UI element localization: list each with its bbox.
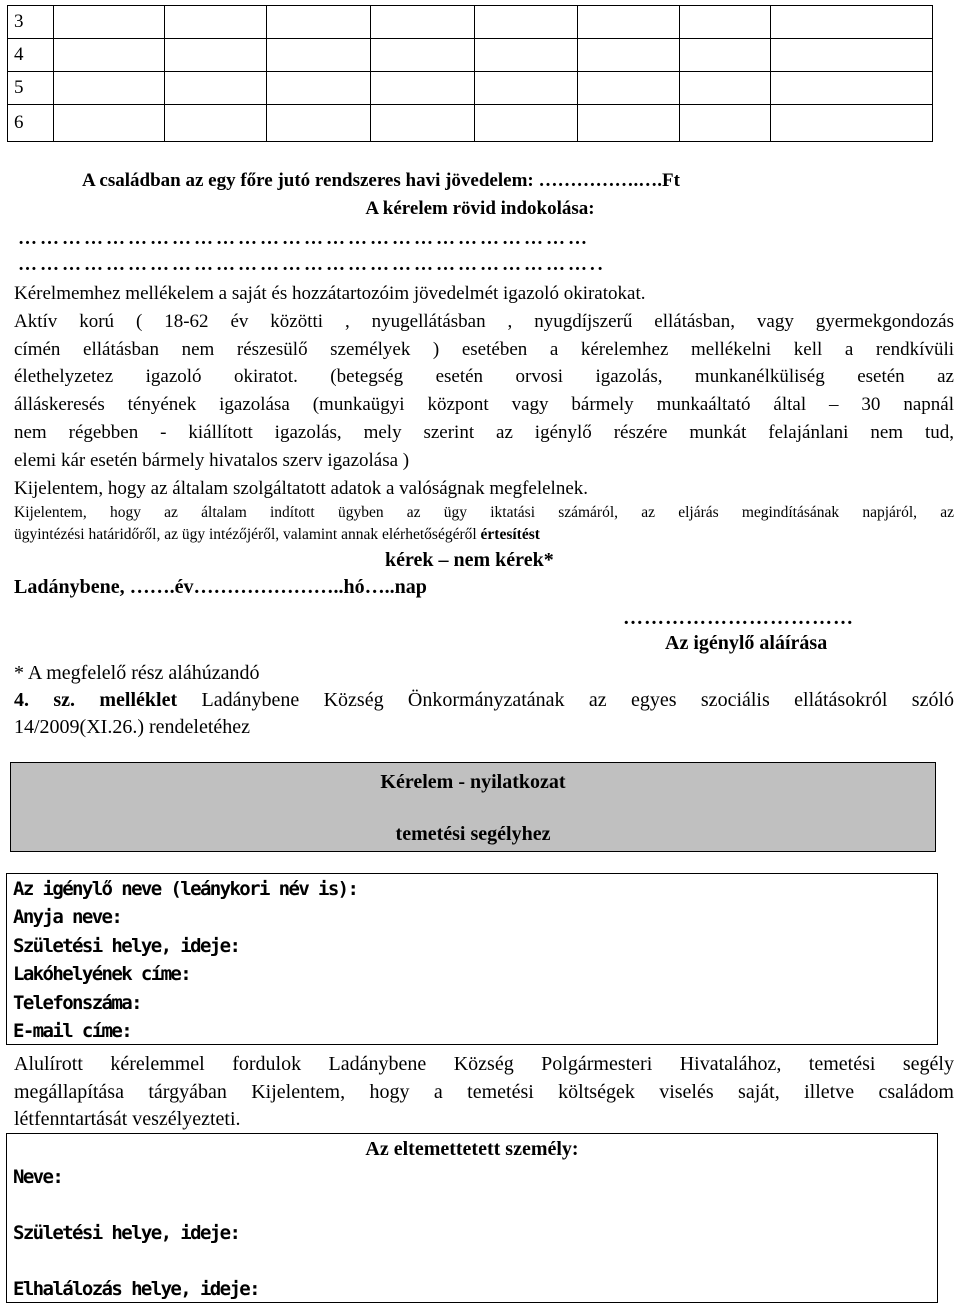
form-title: Kérelem - nyilatkozat [380,771,566,793]
para1-line: címén ellátásban nem részesülő személyek ) esetében a kérelemhez mellékelni kell a rendkívüli [14,339,954,360]
address-field[interactable]: Lakóhelyének címe: [13,963,191,985]
table-row [8,6,933,39]
signature-label: Az igénylő aláírása [665,632,828,654]
annex-line1: 4. sz. melléklet Ladánybene Község Önkormányzatának az egyes szociális ellátásokról szóló [14,689,955,711]
signature-dots[interactable]: …………………………… [623,607,854,629]
applicant-name-field[interactable]: Az igénylő neve (leánykori név is): [13,878,358,900]
row-number: 6 [8,105,54,142]
request-choice[interactable]: kérek – nem kérek* [385,549,554,571]
deceased-details-box [6,1133,938,1303]
birth-place-date-field[interactable]: Születési helye, ideje: [13,935,240,957]
para1-line: elemi kár esetén bármely hivatalos szerv igazolása ) [14,450,410,471]
para1-line: álláskeresés tényének igazolása (munkaügyi központ vagy bármely munkaáltató által – 30 napnál [14,394,954,415]
income-line: A családban az egy főre jutó rendszeres havi jövedelem: …………….….Ft [82,170,680,191]
table-row [8,105,933,142]
form-subtitle: temetési segélyhez [395,823,551,845]
para2-line: létfenntartását veszélyezteti. [14,1108,241,1130]
mother-name-field[interactable]: Anyja neve: [13,906,122,928]
row-number: 5 [8,72,54,105]
declaration-truth: Kijelentem, hogy az általam szolgáltatott adatok a valóságnak megfelelnek. [14,478,589,499]
para2-line: megállapítása tárgyában Kijelentem, hogy a temetési költségek viselés saját, illetve családom [14,1081,954,1103]
deceased-heading: Az eltemettetett személy: [365,1138,579,1160]
attachment-note: Kérelmemhez mellékelem a saját és hozzátartozóim jövedelmét igazoló okiratokat. [14,283,646,304]
notification-word: értesítést [480,526,540,543]
table-row [8,72,933,105]
dots-line-1[interactable]: …………………………………………………………………… [18,228,590,249]
email-field[interactable]: E-mail címe: [13,1020,132,1042]
table-row [8,39,933,72]
para1-line: élethelyzetez igazoló okiratot. (betegség esetén orvosi igazolás, munkanélküliség esetén az [14,366,954,387]
place-date-line[interactable]: Ladánybene, …….év…………………..hó…..nap [14,576,427,598]
para1-line: Aktív korú ( 18-62 év közötti , nyugellátásban , nyugdíjszerű ellátásban, vagy gyermekgondozás [14,311,954,332]
row-number: 3 [8,6,54,39]
para2-line: Alulírott kérelemmel fordulok Ladánybene Község Polgármesteri Hivatalához, temetési segély [14,1053,954,1075]
declaration-notification-line2: ügyintézési határidőről, az ügy intézőjéről, valamint annak elérhetőségéről értesítést [14,526,540,543]
phone-field[interactable]: Telefonszáma: [13,992,141,1014]
dots-line-2[interactable]: …………………………………………………………………….. [18,254,606,275]
footnote: * A megfelelő rész aláhúzandó [14,662,260,684]
form-title-box [10,762,936,852]
applicant-details-box [6,873,938,1045]
deceased-birth-field[interactable]: Születési helye, ideje: [13,1222,240,1244]
reason-label: A kérelem rövid indokolása: [365,198,595,219]
deceased-death-field[interactable]: Elhalálozás helye, ideje: [13,1278,259,1300]
household-members-table [7,5,933,142]
deceased-name-field[interactable]: Neve: [13,1166,63,1188]
row-number: 4 [8,39,54,72]
para1-line: nem régebben - kiállított igazolás, mely szerint az igénylő részére munkát felajánlani nem tud, [14,422,954,443]
declaration-notification-line1: Kijelentem, hogy az általam indított ügyben az ügy iktatási számáról, az eljárás megindításának napjáról, az [14,504,954,521]
annex-line2: 14/2009(XI.26.) rendeletéhez [14,716,251,738]
